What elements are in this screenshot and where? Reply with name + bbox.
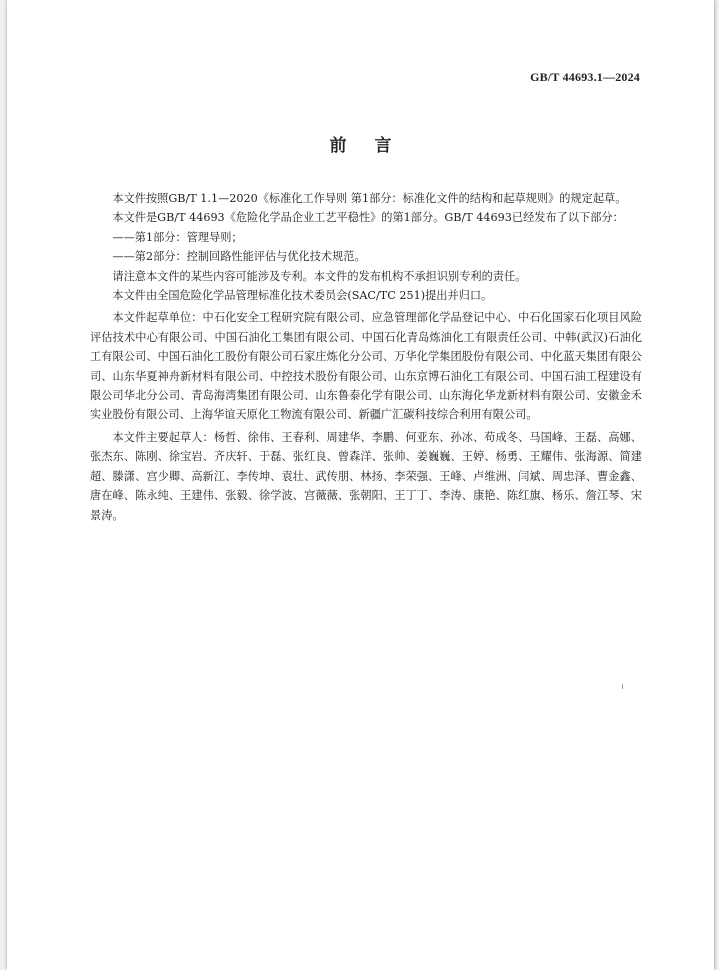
paragraph-drafting-rules: 本文件按照GB/T 1.1—2020《标准化工作导则 第1部分：标准化文件的结构和起草规则》的规定起草。 — [112, 192, 627, 205]
list-item-part-2: ——第2部分：控制回路性能评估与优化技术规范。 — [112, 250, 366, 264]
page-title: 前言 — [329, 136, 420, 156]
standard-number: GB/T 44693.1—2024 — [530, 70, 640, 84]
paragraph-drafting-units: 本文件起草单位：中石化安全工程研究院有限公司、应急管理部化学品登记中心、中石化国家石化项目风险评估技术中心有限公司、中国石油化工集团有限公司、中国石化青岛炼油化工有限责任公司、中韩(武汉)石油化工有限公司、中国石油化工股份有限公司石家庄炼化分公司、万华化学集团股份有限公司、中化蓝天集团有限公司、山东华夏神舟新材料有限公司、中控技术股份有限公司、山东京博石油化工有限公司、中国石油工程建设有限公司华北分公司、青岛海湾集团有限公司、山东鲁泰化学有限公司、山东海化华龙新材料有限公司、安徽金禾实业股份有限公司、上海华谊天原化工物流有限公司、新疆广汇碳科技综合利用有限公司。 — [90, 311, 642, 422]
paragraph-patent-notice: 请注意本文件的某些内容可能涉及专利。本文件的发布机构不承担识别专利的责任。 — [112, 269, 527, 283]
paragraph-part-statement: 本文件是GB/T 44693《危险化学品企业工艺平稳性》的第1部分。GB/T 44693已经发布了以下部分： — [112, 211, 624, 225]
paragraph-committee: 本文件由全国危险化学品管理标准化技术委员会(SAC/TC 251)提出并归口。 — [112, 289, 493, 303]
list-item-part-1: ——第1部分：管理导则； — [112, 230, 243, 244]
scan-mark — [622, 684, 623, 689]
paragraph-drafters: 本文件主要起草人：杨哲、徐伟、王春利、周建华、李鹏、何亚东、孙冰、苟成冬、马国峰、王磊、高娜、张杰东、陈刚、徐宝岩、齐庆轩、于磊、张红良、曾森洋、张帅、姜巍巍、王婷、杨勇、王耀伟、张海源、简建超、滕潇、宫少卿、高新江、李传坤、袁壮、武传朋、林扬、李荣强、王峰、卢维洲、闫斌、周忠泽、曹金鑫、唐在峰、陈永纯、王建伟、张毅、徐学波、宫薇薇、张朝阳、王丁丁、李涛、康艳、陈红旗、杨乐、詹江琴、宋景涛。 — [90, 430, 642, 522]
document-page — [7, 0, 714, 970]
document-body — [90, 189, 642, 525]
